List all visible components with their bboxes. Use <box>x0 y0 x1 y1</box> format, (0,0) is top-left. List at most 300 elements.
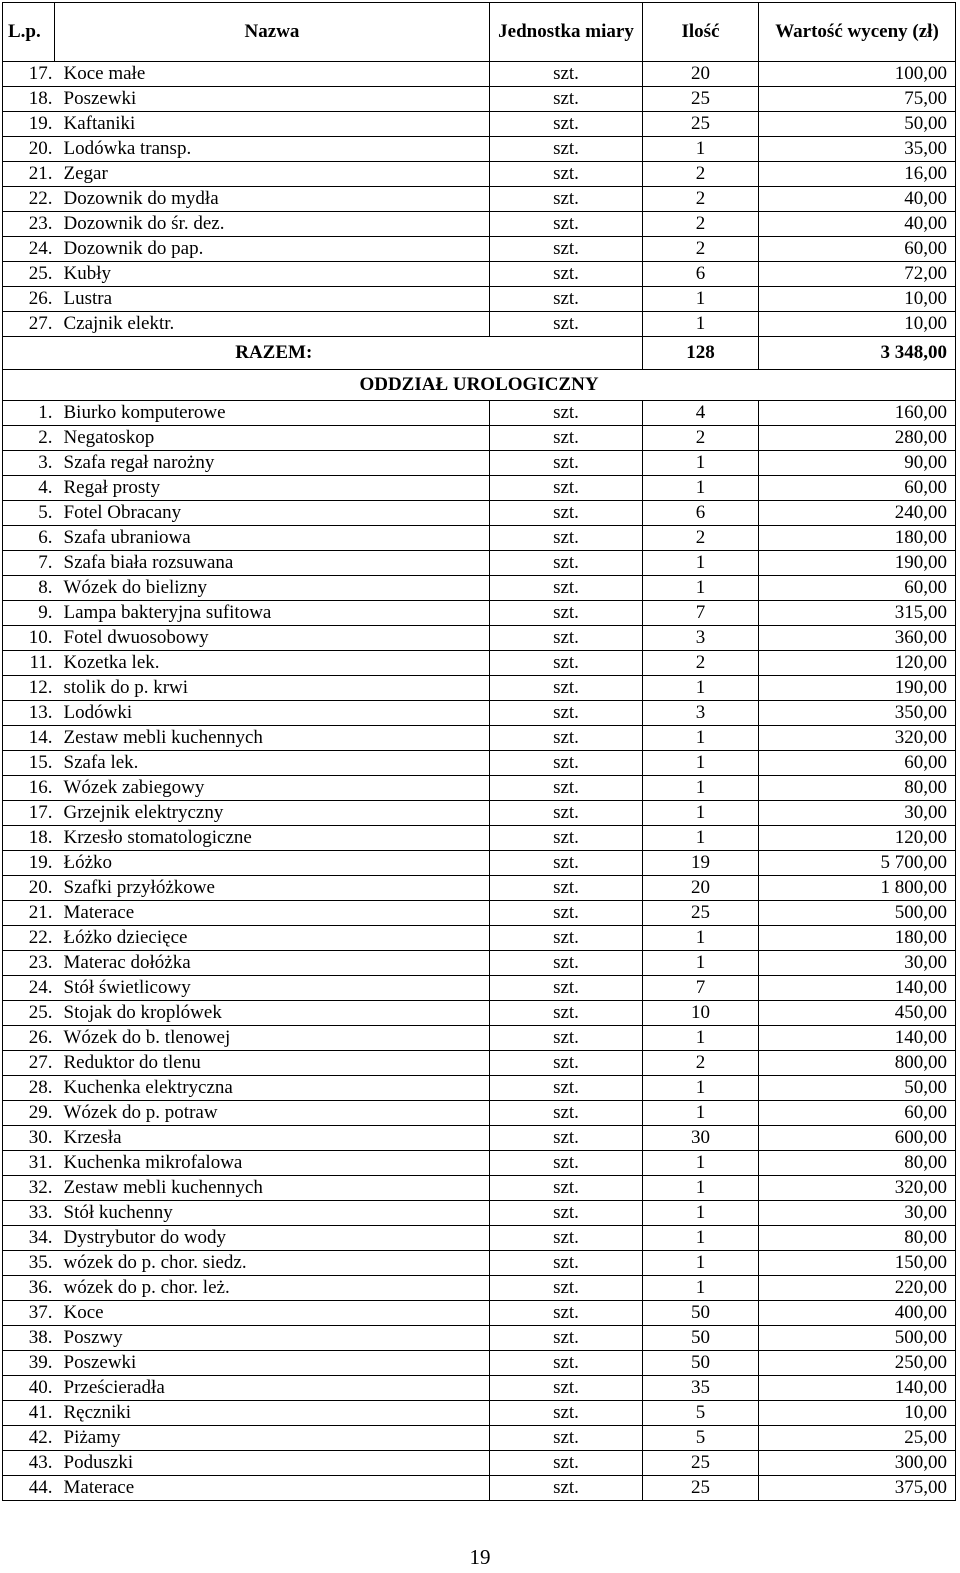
row-name: Stół świetlicowy <box>55 976 490 1001</box>
row-lp: 9. <box>3 601 55 626</box>
row-unit: szt. <box>490 1151 643 1176</box>
row-lp: 39. <box>3 1351 55 1376</box>
row-lp: 18. <box>3 87 55 112</box>
table-row <box>3 1226 956 1251</box>
row-lp: 26. <box>3 1026 55 1051</box>
row-qty: 1 <box>643 451 759 476</box>
table-row <box>3 1276 956 1301</box>
row-qty: 1 <box>643 776 759 801</box>
header-row <box>3 3 956 62</box>
row-lp: 31. <box>3 1151 55 1176</box>
row-qty: 1 <box>643 1176 759 1201</box>
row-value: 120,00 <box>759 651 956 676</box>
row-qty: 2 <box>643 237 759 262</box>
row-value: 280,00 <box>759 426 956 451</box>
row-qty: 1 <box>643 1151 759 1176</box>
row-qty: 3 <box>643 626 759 651</box>
row-value: 240,00 <box>759 501 956 526</box>
table-row <box>3 976 956 1001</box>
row-qty: 1 <box>643 551 759 576</box>
row-unit: szt. <box>490 137 643 162</box>
row-lp: 26. <box>3 287 55 312</box>
table-row <box>3 1126 956 1151</box>
row-qty: 25 <box>643 112 759 137</box>
row-qty: 4 <box>643 401 759 426</box>
row-name: Poszwy <box>55 1326 490 1351</box>
row-name: Piżamy <box>55 1426 490 1451</box>
table-row <box>3 1101 956 1126</box>
row-qty: 1 <box>643 1251 759 1276</box>
row-unit: szt. <box>490 476 643 501</box>
table-row <box>3 1051 956 1076</box>
row-value: 60,00 <box>759 237 956 262</box>
row-name: Kaftaniki <box>55 112 490 137</box>
row-lp: 10. <box>3 626 55 651</box>
row-unit: szt. <box>490 951 643 976</box>
row-name: Czajnik elektr. <box>55 312 490 337</box>
table-row <box>3 526 956 551</box>
row-lp: 28. <box>3 1076 55 1101</box>
table-row <box>3 312 956 337</box>
row-unit: szt. <box>490 526 643 551</box>
table-row <box>3 1376 956 1401</box>
row-lp: 30. <box>3 1126 55 1151</box>
row-unit: szt. <box>490 62 643 87</box>
row-value: 100,00 <box>759 62 956 87</box>
row-qty: 1 <box>643 137 759 162</box>
row-qty: 2 <box>643 1051 759 1076</box>
row-lp: 7. <box>3 551 55 576</box>
section-title: ODDZIAŁ UROLOGICZNY <box>3 370 956 401</box>
row-lp: 22. <box>3 187 55 212</box>
total-row <box>3 337 956 370</box>
row-unit: szt. <box>490 187 643 212</box>
row-value: 800,00 <box>759 1051 956 1076</box>
row-qty: 25 <box>643 87 759 112</box>
row-qty: 1 <box>643 951 759 976</box>
row-name: Krzesło stomatologiczne <box>55 826 490 851</box>
table-row <box>3 826 956 851</box>
row-qty: 2 <box>643 212 759 237</box>
row-unit: szt. <box>490 1451 643 1476</box>
row-value: 350,00 <box>759 701 956 726</box>
row-name: Łóżko <box>55 851 490 876</box>
row-unit: szt. <box>490 501 643 526</box>
row-value: 40,00 <box>759 212 956 237</box>
row-qty: 50 <box>643 1301 759 1326</box>
row-qty: 1 <box>643 476 759 501</box>
row-name: Szafa lek. <box>55 751 490 776</box>
row-value: 120,00 <box>759 826 956 851</box>
row-name: Dozownik do śr. dez. <box>55 212 490 237</box>
row-value: 25,00 <box>759 1426 956 1451</box>
row-unit: szt. <box>490 1376 643 1401</box>
row-name: Poduszki <box>55 1451 490 1476</box>
row-value: 400,00 <box>759 1301 956 1326</box>
table-row <box>3 1401 956 1426</box>
table-row <box>3 601 956 626</box>
table-row <box>3 951 956 976</box>
section-row <box>3 370 956 401</box>
row-name: Biurko komputerowe <box>55 401 490 426</box>
row-value: 500,00 <box>759 901 956 926</box>
row-unit: szt. <box>490 112 643 137</box>
row-qty: 10 <box>643 1001 759 1026</box>
row-unit: szt. <box>490 1426 643 1451</box>
row-lp: 3. <box>3 451 55 476</box>
row-value: 160,00 <box>759 401 956 426</box>
row-unit: szt. <box>490 751 643 776</box>
row-qty: 7 <box>643 601 759 626</box>
row-value: 60,00 <box>759 476 956 501</box>
table-row <box>3 776 956 801</box>
row-name: Lodówki <box>55 701 490 726</box>
table-row <box>3 1176 956 1201</box>
row-lp: 25. <box>3 262 55 287</box>
table-row <box>3 1326 956 1351</box>
row-lp: 24. <box>3 237 55 262</box>
row-qty: 25 <box>643 1476 759 1501</box>
row-unit: szt. <box>490 576 643 601</box>
row-lp: 13. <box>3 701 55 726</box>
row-value: 190,00 <box>759 676 956 701</box>
row-lp: 17. <box>3 801 55 826</box>
row-value: 60,00 <box>759 751 956 776</box>
row-name: Ręczniki <box>55 1401 490 1426</box>
row-lp: 19. <box>3 851 55 876</box>
row-unit: szt. <box>490 801 643 826</box>
row-name: Grzejnik elektryczny <box>55 801 490 826</box>
row-unit: szt. <box>490 87 643 112</box>
row-qty: 6 <box>643 501 759 526</box>
row-value: 180,00 <box>759 526 956 551</box>
row-name: Zestaw mebli kuchennych <box>55 1176 490 1201</box>
row-unit: szt. <box>490 1051 643 1076</box>
row-name: Szafki przyłóżkowe <box>55 876 490 901</box>
row-lp: 41. <box>3 1401 55 1426</box>
row-unit: szt. <box>490 676 643 701</box>
row-name: Kubły <box>55 262 490 287</box>
row-value: 140,00 <box>759 1026 956 1051</box>
row-value: 190,00 <box>759 551 956 576</box>
table-row <box>3 701 956 726</box>
header-qty: Ilość <box>643 3 759 62</box>
row-lp: 37. <box>3 1301 55 1326</box>
table-row <box>3 1026 956 1051</box>
row-value: 375,00 <box>759 1476 956 1501</box>
row-unit: szt. <box>490 876 643 901</box>
table-row <box>3 1001 956 1026</box>
row-unit: szt. <box>490 312 643 337</box>
row-value: 50,00 <box>759 112 956 137</box>
table-row <box>3 626 956 651</box>
row-lp: 38. <box>3 1326 55 1351</box>
row-qty: 3 <box>643 701 759 726</box>
row-qty: 25 <box>643 1451 759 1476</box>
row-unit: szt. <box>490 851 643 876</box>
row-qty: 2 <box>643 651 759 676</box>
total-gap <box>490 337 643 370</box>
row-unit: szt. <box>490 1026 643 1051</box>
row-unit: szt. <box>490 1251 643 1276</box>
row-qty: 5 <box>643 1426 759 1451</box>
table-row <box>3 1076 956 1101</box>
table-row <box>3 501 956 526</box>
row-name: Kuchenka mikrofalowa <box>55 1151 490 1176</box>
row-qty: 1 <box>643 1101 759 1126</box>
row-qty: 50 <box>643 1326 759 1351</box>
table-row <box>3 926 956 951</box>
row-qty: 1 <box>643 751 759 776</box>
table-row <box>3 726 956 751</box>
row-lp: 19. <box>3 112 55 137</box>
row-unit: szt. <box>490 1351 643 1376</box>
row-name: Kozetka lek. <box>55 651 490 676</box>
row-name: Poszewki <box>55 1351 490 1376</box>
table-row <box>3 476 956 501</box>
row-name: Zestaw mebli kuchennych <box>55 726 490 751</box>
row-unit: szt. <box>490 1276 643 1301</box>
row-lp: 2. <box>3 426 55 451</box>
table-row <box>3 262 956 287</box>
row-qty: 50 <box>643 1351 759 1376</box>
row-lp: 12. <box>3 676 55 701</box>
row-qty: 1 <box>643 312 759 337</box>
row-value: 30,00 <box>759 951 956 976</box>
row-name: Lodówka transp. <box>55 137 490 162</box>
row-unit: szt. <box>490 1201 643 1226</box>
row-unit: szt. <box>490 1476 643 1501</box>
row-name: Poszewki <box>55 87 490 112</box>
row-lp: 21. <box>3 162 55 187</box>
row-unit: szt. <box>490 262 643 287</box>
row-unit: szt. <box>490 1001 643 1026</box>
row-name: Zegar <box>55 162 490 187</box>
table-row <box>3 212 956 237</box>
row-lp: 17. <box>3 62 55 87</box>
row-qty: 7 <box>643 976 759 1001</box>
row-qty: 1 <box>643 1276 759 1301</box>
table-row <box>3 751 956 776</box>
row-lp: 8. <box>3 576 55 601</box>
row-name: Łóżko dziecięce <box>55 926 490 951</box>
row-name: Wózek do p. potraw <box>55 1101 490 1126</box>
row-name: Stół kuchenny <box>55 1201 490 1226</box>
row-value: 5 700,00 <box>759 851 956 876</box>
table-row <box>3 1151 956 1176</box>
row-lp: 33. <box>3 1201 55 1226</box>
row-value: 320,00 <box>759 726 956 751</box>
row-lp: 16. <box>3 776 55 801</box>
row-lp: 27. <box>3 312 55 337</box>
row-qty: 20 <box>643 876 759 901</box>
row-qty: 2 <box>643 187 759 212</box>
row-value: 40,00 <box>759 187 956 212</box>
total-label: RAZEM: <box>3 337 490 370</box>
table-row <box>3 237 956 262</box>
row-value: 150,00 <box>759 1251 956 1276</box>
row-lp: 6. <box>3 526 55 551</box>
row-name: Materace <box>55 1476 490 1501</box>
row-name: Materac dołóżka <box>55 951 490 976</box>
row-unit: szt. <box>490 1101 643 1126</box>
row-lp: 24. <box>3 976 55 1001</box>
row-qty: 25 <box>643 901 759 926</box>
row-unit: szt. <box>490 162 643 187</box>
row-value: 30,00 <box>759 1201 956 1226</box>
total-value: 3 348,00 <box>759 337 956 370</box>
row-qty: 1 <box>643 926 759 951</box>
row-lp: 20. <box>3 876 55 901</box>
header-value: Wartość wyceny (zł) <box>759 3 956 62</box>
row-value: 80,00 <box>759 1151 956 1176</box>
table-row <box>3 1351 956 1376</box>
table-row <box>3 1426 956 1451</box>
row-value: 60,00 <box>759 1101 956 1126</box>
row-qty: 35 <box>643 1376 759 1401</box>
row-value: 500,00 <box>759 1326 956 1351</box>
row-name: Materace <box>55 901 490 926</box>
header-name: Nazwa <box>55 3 490 62</box>
row-qty: 1 <box>643 1076 759 1101</box>
row-lp: 4. <box>3 476 55 501</box>
row-qty: 1 <box>643 1226 759 1251</box>
table-row <box>3 137 956 162</box>
row-name: wózek do p. chor. siedz. <box>55 1251 490 1276</box>
table-row <box>3 551 956 576</box>
row-name: Prześcieradła <box>55 1376 490 1401</box>
row-lp: 20. <box>3 137 55 162</box>
row-value: 140,00 <box>759 1376 956 1401</box>
row-unit: szt. <box>490 901 643 926</box>
row-unit: szt. <box>490 287 643 312</box>
row-lp: 18. <box>3 826 55 851</box>
row-value: 450,00 <box>759 1001 956 1026</box>
row-name: Negatoskop <box>55 426 490 451</box>
row-value: 30,00 <box>759 801 956 826</box>
row-name: Wózek zabiegowy <box>55 776 490 801</box>
row-qty: 1 <box>643 1201 759 1226</box>
row-value: 600,00 <box>759 1126 956 1151</box>
row-value: 60,00 <box>759 576 956 601</box>
row-unit: szt. <box>490 826 643 851</box>
row-value: 80,00 <box>759 776 956 801</box>
table-row <box>3 401 956 426</box>
row-name: Fotel dwuosobowy <box>55 626 490 651</box>
row-unit: szt. <box>490 451 643 476</box>
row-lp: 14. <box>3 726 55 751</box>
row-qty: 30 <box>643 1126 759 1151</box>
row-value: 250,00 <box>759 1351 956 1376</box>
row-value: 10,00 <box>759 287 956 312</box>
row-unit: szt. <box>490 1076 643 1101</box>
row-value: 180,00 <box>759 926 956 951</box>
inventory-table <box>2 2 956 1501</box>
row-name: Kuchenka elektryczna <box>55 1076 490 1101</box>
row-lp: 23. <box>3 951 55 976</box>
row-name: Regał prosty <box>55 476 490 501</box>
row-lp: 40. <box>3 1376 55 1401</box>
row-qty: 1 <box>643 726 759 751</box>
row-value: 90,00 <box>759 451 956 476</box>
row-unit: szt. <box>490 1176 643 1201</box>
row-value: 10,00 <box>759 1401 956 1426</box>
row-unit: szt. <box>490 776 643 801</box>
table-row <box>3 901 956 926</box>
table-row <box>3 162 956 187</box>
row-lp: 29. <box>3 1101 55 1126</box>
row-lp: 22. <box>3 926 55 951</box>
rows-top <box>3 62 956 337</box>
table-row <box>3 87 956 112</box>
table-row <box>3 876 956 901</box>
row-name: Lampa bakteryjna sufitowa <box>55 601 490 626</box>
row-unit: szt. <box>490 212 643 237</box>
table-row <box>3 1251 956 1276</box>
row-name: Dozownik do mydła <box>55 187 490 212</box>
row-unit: szt. <box>490 237 643 262</box>
table-row <box>3 187 956 212</box>
row-value: 16,00 <box>759 162 956 187</box>
row-qty: 20 <box>643 62 759 87</box>
total-block <box>3 337 956 401</box>
row-value: 315,00 <box>759 601 956 626</box>
row-unit: szt. <box>490 1126 643 1151</box>
row-qty: 1 <box>643 576 759 601</box>
row-qty: 1 <box>643 826 759 851</box>
row-qty: 2 <box>643 162 759 187</box>
row-lp: 25. <box>3 1001 55 1026</box>
row-lp: 23. <box>3 212 55 237</box>
row-lp: 15. <box>3 751 55 776</box>
table-row <box>3 1301 956 1326</box>
row-lp: 1. <box>3 401 55 426</box>
row-unit: szt. <box>490 426 643 451</box>
rows-section <box>3 401 956 1501</box>
row-unit: szt. <box>490 726 643 751</box>
row-lp: 36. <box>3 1276 55 1301</box>
row-unit: szt. <box>490 1301 643 1326</box>
row-qty: 1 <box>643 287 759 312</box>
row-unit: szt. <box>490 401 643 426</box>
row-name: Koce <box>55 1301 490 1326</box>
row-value: 300,00 <box>759 1451 956 1476</box>
row-lp: 27. <box>3 1051 55 1076</box>
table-row <box>3 801 956 826</box>
row-lp: 5. <box>3 501 55 526</box>
row-unit: szt. <box>490 1326 643 1351</box>
row-unit: szt. <box>490 601 643 626</box>
row-name: Wózek do bielizny <box>55 576 490 601</box>
table-row <box>3 426 956 451</box>
row-unit: szt. <box>490 1401 643 1426</box>
row-qty: 1 <box>643 801 759 826</box>
table-row <box>3 1451 956 1476</box>
row-name: Koce małe <box>55 62 490 87</box>
row-value: 1 800,00 <box>759 876 956 901</box>
row-name: Szafa regał narożny <box>55 451 490 476</box>
table-row <box>3 576 956 601</box>
row-name: Krzesła <box>55 1126 490 1151</box>
row-value: 360,00 <box>759 626 956 651</box>
table-row <box>3 1201 956 1226</box>
table-row <box>3 62 956 87</box>
row-name: Reduktor do tlenu <box>55 1051 490 1076</box>
row-name: stolik do p. krwi <box>55 676 490 701</box>
row-lp: 43. <box>3 1451 55 1476</box>
row-lp: 21. <box>3 901 55 926</box>
row-value: 50,00 <box>759 1076 956 1101</box>
